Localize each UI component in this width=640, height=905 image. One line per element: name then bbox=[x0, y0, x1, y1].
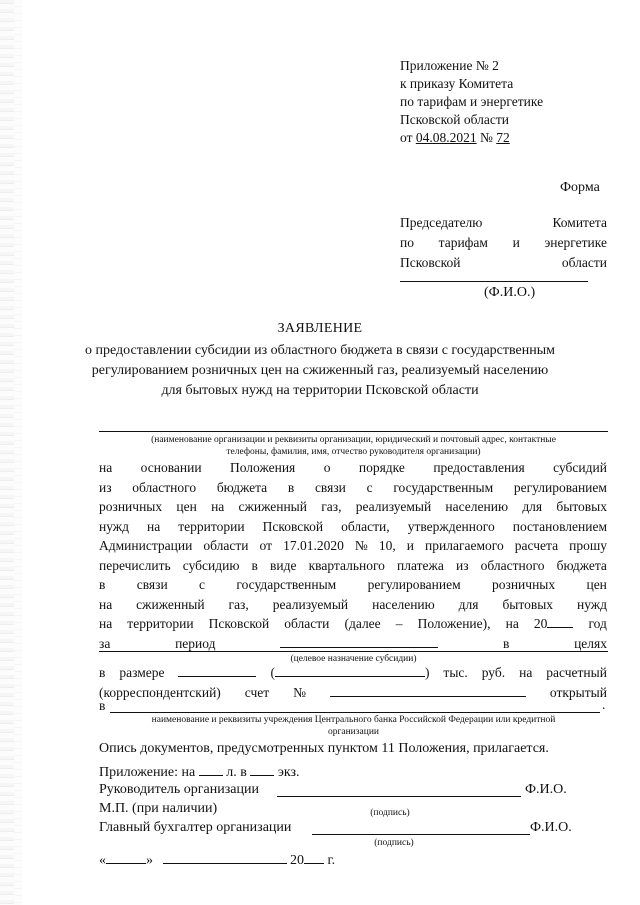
amount-word: размере bbox=[119, 665, 165, 680]
body-word: 10, bbox=[378, 538, 396, 553]
body-word: на bbox=[147, 518, 161, 534]
bank-prefix: в bbox=[99, 698, 106, 713]
body-word: Положение), bbox=[417, 616, 491, 631]
year-prefix: 20 bbox=[533, 616, 548, 631]
body-word: области bbox=[284, 616, 330, 631]
attachment-pages-field[interactable] bbox=[199, 762, 223, 776]
addressee-name-line[interactable] bbox=[400, 281, 588, 282]
body-word: газ, bbox=[228, 596, 249, 612]
accountant-signature-field[interactable] bbox=[312, 834, 530, 835]
accountant-label: Главный бухгалтер организации bbox=[99, 820, 292, 835]
addressee-word: Псковской bbox=[400, 255, 461, 270]
scan-edge bbox=[0, 0, 14, 905]
body-word: населению bbox=[372, 596, 435, 612]
body-word: розничных bbox=[492, 577, 556, 592]
organization-caption-line-1: (наименование организации и реквизиты организации, юридический и почтовый адрес, контактные bbox=[151, 435, 556, 445]
body-row-6 bbox=[99, 556, 607, 576]
account-row bbox=[99, 683, 607, 703]
amount-word: руб. bbox=[481, 665, 506, 680]
body-word: государственным bbox=[393, 479, 494, 495]
account-word: № bbox=[293, 684, 306, 700]
body-word: прошу bbox=[569, 538, 607, 553]
purpose-caption: (целевое назначение субсидии) bbox=[290, 654, 417, 664]
approval-number: 72 bbox=[496, 130, 510, 145]
addressee-line-2 bbox=[400, 233, 607, 253]
body-word: (далее bbox=[344, 616, 381, 631]
document-title: ЗАЯВЛЕНИЕ bbox=[277, 321, 363, 336]
addressee-line-1 bbox=[400, 213, 607, 233]
approval-date: 04.08.2021 bbox=[415, 130, 477, 145]
organization-caption-line-2: телефоны, фамилия, имя, отчество руководителя организации) bbox=[226, 447, 481, 457]
body-word: за bbox=[99, 635, 111, 651]
body-word: утвержденного bbox=[407, 518, 495, 534]
amount-number-field[interactable] bbox=[178, 663, 256, 677]
attachment-copies-field[interactable] bbox=[250, 762, 274, 776]
approval-line-1: Приложение № 2 bbox=[400, 58, 499, 73]
body-row-8 bbox=[99, 595, 607, 615]
body-word: в bbox=[287, 479, 295, 495]
body-word: для bbox=[522, 499, 543, 514]
day-field[interactable] bbox=[106, 850, 146, 864]
addressee-word: тарифам bbox=[438, 235, 488, 250]
period-field[interactable] bbox=[280, 634, 438, 648]
body-word: год bbox=[588, 616, 607, 631]
body-word: нужд bbox=[99, 518, 129, 534]
body-word: в bbox=[251, 557, 258, 573]
accountant-signature-caption: (подпись) bbox=[374, 838, 414, 848]
body-word: перечислить bbox=[99, 557, 171, 573]
approval-line-2: к приказу Комитета bbox=[400, 76, 514, 91]
approval-line-4: Псковской области bbox=[400, 112, 510, 127]
organization-field[interactable] bbox=[99, 431, 608, 432]
body-row-5 bbox=[99, 536, 607, 556]
year-bottom-field[interactable] bbox=[304, 850, 324, 864]
body-row-1 bbox=[99, 458, 607, 478]
body-word: бюджета bbox=[556, 557, 607, 573]
body-word: Псковской bbox=[262, 518, 324, 534]
body-word: целях bbox=[574, 635, 607, 651]
amount-words-field[interactable] bbox=[270, 663, 429, 683]
body-word: квартального bbox=[308, 557, 385, 573]
body-word: связи bbox=[314, 479, 346, 495]
bank-caption bbox=[99, 714, 608, 738]
body-word: на bbox=[505, 616, 519, 631]
inventory-text: Опись документов, предусмотренных пунктом 11 Положения, прилагается. bbox=[99, 741, 549, 756]
approval-number-sign: № bbox=[479, 130, 493, 145]
body-word: Администрации bbox=[99, 538, 193, 553]
body-word: населению bbox=[445, 499, 509, 514]
body-word: Положения bbox=[229, 460, 296, 475]
month-field[interactable] bbox=[163, 850, 287, 864]
approval-line-5 bbox=[400, 129, 543, 147]
body-row-9 bbox=[99, 614, 607, 634]
year-prefix-bottom: 20 bbox=[290, 853, 304, 868]
body-word: реализуемый bbox=[355, 499, 432, 514]
body-word: порядке bbox=[358, 460, 405, 475]
approval-block bbox=[400, 57, 543, 147]
approval-line-3: по тарифам и энергетике bbox=[400, 94, 544, 109]
quote-close: » bbox=[146, 853, 153, 868]
addressee-word: Председателю bbox=[400, 215, 483, 230]
addressee-word: энергетике bbox=[544, 235, 607, 250]
body-row-7 bbox=[99, 575, 607, 595]
year-suffix: г. bbox=[327, 853, 336, 868]
head-signature-caption: (подпись) bbox=[370, 808, 410, 818]
bank-caption-line-2: организации bbox=[327, 727, 379, 737]
statement-body bbox=[99, 458, 607, 653]
body-word: области, bbox=[341, 518, 390, 534]
body-row-4 bbox=[99, 517, 607, 537]
body-word: Псковской bbox=[208, 616, 270, 631]
body-word: территории bbox=[127, 616, 194, 631]
account-number-field[interactable] bbox=[330, 683, 526, 697]
body-word: государственным bbox=[236, 577, 337, 592]
head-label: Руководитель организации bbox=[99, 782, 259, 797]
body-word: в bbox=[502, 635, 510, 651]
body-row-2 bbox=[99, 478, 607, 498]
addressee-word: Комитета bbox=[552, 215, 607, 230]
body-word: бытовых bbox=[502, 596, 554, 612]
body-word: расчета bbox=[514, 538, 559, 553]
body-word: предоставления bbox=[433, 460, 525, 475]
body-word: № bbox=[354, 538, 368, 553]
body-word: регулированием bbox=[513, 479, 607, 495]
body-word: регулированием bbox=[367, 577, 461, 592]
body-word: для bbox=[458, 596, 479, 612]
account-word: открытый bbox=[549, 684, 607, 700]
body-row-3 bbox=[99, 497, 607, 517]
body-word: от bbox=[259, 538, 273, 553]
amount-word: в bbox=[99, 665, 106, 680]
body-word: территории bbox=[178, 518, 245, 534]
body-word: основании bbox=[140, 460, 202, 475]
year-blank[interactable] bbox=[547, 614, 573, 628]
body-word: с bbox=[199, 577, 206, 592]
body-word: из bbox=[99, 479, 112, 495]
attachment-pages-label: л. в bbox=[226, 765, 247, 780]
amount-row bbox=[99, 663, 607, 683]
document-subtitle-line-3: для бытовых нужд на территории Псковской области bbox=[161, 383, 479, 398]
open-paren: ( bbox=[270, 665, 275, 680]
body-word: и bbox=[406, 538, 414, 553]
body-word: – bbox=[395, 616, 403, 631]
accountant-fio: Ф.И.О. bbox=[530, 820, 572, 835]
head-fio: Ф.И.О. bbox=[525, 782, 567, 797]
scan-edge-shadow bbox=[14, 0, 22, 905]
body-word: бюджета bbox=[216, 479, 268, 495]
amount-word: тыс. bbox=[443, 665, 468, 680]
approval-from: от bbox=[400, 130, 413, 145]
bank-caption-line-1: наименование и реквизиты учреждения Центрального банка Российской Федерации или кредитной bbox=[151, 715, 556, 725]
account-word: (корреспондентский) bbox=[99, 684, 221, 700]
body-word: областного bbox=[480, 557, 545, 573]
body-word: реализуемый bbox=[272, 596, 349, 612]
quote-open: « bbox=[99, 853, 106, 868]
body-word: 17.01.2020 bbox=[283, 538, 344, 553]
addressee-line-3 bbox=[400, 253, 607, 273]
purpose-field[interactable] bbox=[99, 651, 608, 652]
amount-word: расчетный bbox=[546, 665, 607, 680]
amount-word: на bbox=[519, 665, 533, 680]
attachment-line bbox=[99, 762, 300, 781]
body-word: постановлением bbox=[512, 518, 607, 534]
attachment-label: Приложение: на bbox=[99, 765, 196, 780]
body-word: платежа bbox=[397, 557, 444, 573]
body-word: бытовых bbox=[556, 499, 607, 514]
addressee-word: области bbox=[561, 255, 607, 270]
body-word: областного bbox=[132, 479, 197, 495]
addressee-word: по bbox=[400, 235, 414, 250]
body-word: виде bbox=[270, 557, 297, 573]
organization-caption bbox=[99, 434, 608, 458]
body-word: сжиженный bbox=[136, 596, 205, 612]
body-word: сжиженный bbox=[238, 499, 307, 514]
body-word: цен bbox=[586, 577, 607, 592]
body-word: области bbox=[203, 538, 249, 553]
document-subtitle-line-2: регулированием розничных цен на сжиженный газ, реализуемый населению bbox=[91, 363, 549, 378]
year-field[interactable] bbox=[534, 614, 574, 634]
body-word: на bbox=[99, 596, 113, 612]
bank-suffix: . bbox=[602, 697, 606, 712]
body-word: в bbox=[99, 577, 106, 592]
body-word: прилагаемого bbox=[425, 538, 504, 553]
form-label: Форма bbox=[560, 180, 600, 195]
body-word: на bbox=[99, 460, 113, 475]
stamp-label: М.П. (при наличии) bbox=[99, 801, 218, 816]
account-word: счет bbox=[244, 684, 270, 700]
close-paren: ) bbox=[424, 665, 430, 680]
document-subtitle-line-1: о предоставлении субсидии из областного бюджета в связи с государственным bbox=[85, 343, 555, 358]
body-word: период bbox=[175, 635, 216, 651]
addressee-word: и bbox=[512, 235, 520, 250]
body-word: из bbox=[455, 557, 469, 573]
body-word: нужд bbox=[576, 596, 607, 612]
bank-field[interactable] bbox=[110, 712, 600, 713]
body-word: на bbox=[99, 616, 113, 631]
amount-words-blank[interactable] bbox=[275, 663, 425, 677]
body-word: связи bbox=[136, 577, 168, 592]
body-word: о bbox=[323, 460, 331, 475]
body-word: розничных bbox=[99, 499, 163, 514]
addressee-fio-caption: (Ф.И.О.) bbox=[484, 285, 536, 300]
date-line bbox=[99, 850, 335, 869]
body-word: газ, bbox=[321, 499, 342, 514]
body-word: субсидий bbox=[553, 460, 607, 475]
amount-block bbox=[99, 663, 607, 702]
body-word: на bbox=[211, 499, 225, 514]
attachment-copies-label: экз. bbox=[277, 765, 300, 780]
body-word: с bbox=[366, 479, 373, 495]
body-word: цен bbox=[176, 499, 197, 514]
body-word: субсидию bbox=[182, 557, 240, 573]
head-signature-field[interactable] bbox=[277, 796, 521, 797]
addressee-block bbox=[400, 213, 607, 273]
